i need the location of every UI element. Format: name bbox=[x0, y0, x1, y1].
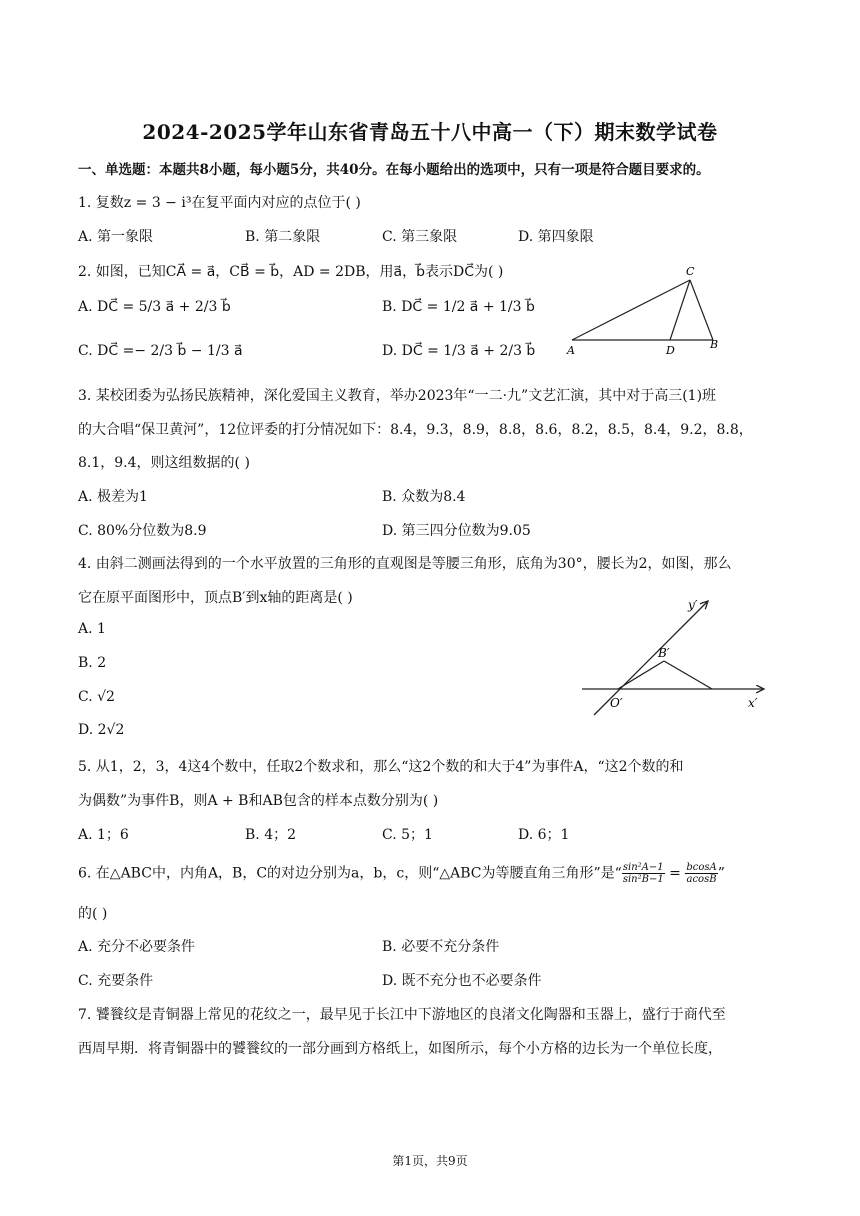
q3-line-3: 8.1，9.4，则这组数据的( ) bbox=[78, 455, 250, 471]
vertex-c-label: C bbox=[686, 265, 695, 278]
q4-option-a: A. 1 bbox=[78, 621, 106, 637]
q2-option-a: A. DC⃗ = 5/3 a⃗ + 2/3 b⃗ bbox=[78, 299, 231, 315]
q7-line-2: 西周早期．将青铜器中的饕餮纹的一部分画到方格纸上，如图所示，每个小方格的边长为一个单位长度， bbox=[78, 1041, 722, 1057]
origin-label: O′ bbox=[610, 696, 623, 710]
y-axis-label: y′ bbox=[688, 598, 698, 612]
q6-close-quote: ” bbox=[717, 865, 725, 882]
q4-option-b: B. 2 bbox=[78, 655, 107, 671]
q7-line-1: 7. 饕餮纹是青铜器上常见的花纹之一，最早见于长江中下游地区的良渚文化陶器和玉器上，盛行于商代至 bbox=[78, 1007, 726, 1023]
q6-option-b: B. 必要不充分条件 bbox=[382, 939, 500, 955]
q3-option-a: A. 极差为1 bbox=[78, 489, 148, 505]
q4-line-1: 4. 由斜二测画法得到的一个水平放置的三角形的直观图是等腰三角形，底角为30°，腰长为2，如图，那么 bbox=[78, 556, 732, 572]
q3-option-c: C. 80%分位数为8.9 bbox=[78, 523, 207, 539]
q6-fraction-left-den: sin²B−1 bbox=[622, 874, 664, 885]
q5-line-2: 为偶数”为事件B，则A + B和AB包含的样本点数分别为( ) bbox=[78, 793, 439, 809]
q3-line-1: 3. 某校团委为弘扬民族精神，深化爱国主义教育，举办2023年“一二·九”文艺汇演，其中对于高三(1)班 bbox=[78, 388, 717, 404]
q2-option-b: B. DC⃗ = 1/2 a⃗ + 1/3 b⃗ bbox=[382, 299, 535, 315]
q6-fraction-right-den: acosB bbox=[686, 874, 717, 885]
q6-line-1 bbox=[78, 862, 725, 885]
q6-option-d: D. 既不充分也不必要条件 bbox=[382, 973, 542, 989]
q2-stem: 2. 如图，已知CA⃗ = a⃗，CB⃗ = b⃗，AD = 2DB，用a⃗，b⃗表示DC⃗为( ) bbox=[78, 264, 504, 280]
oblique-axes-figure bbox=[578, 595, 773, 720]
q6-option-a: A. 充分不必要条件 bbox=[78, 939, 196, 955]
q1-stem: 1. 复数z = 3 − i³在复平面内对应的点位于( ) bbox=[78, 195, 361, 211]
section-heading: 一、单选题：本题共8小题，每小题5分，共40分。在每小题给出的选项中，只有一项是符合题目要求的。 bbox=[78, 162, 710, 178]
q6-option-c: C. 充要条件 bbox=[78, 973, 154, 989]
q6-fraction-left-num: sin²A−1 bbox=[622, 862, 664, 873]
q6-equals: = bbox=[669, 865, 681, 882]
q6-fraction-left bbox=[622, 862, 665, 885]
q1-option-c: C. 第三象限 bbox=[382, 229, 458, 245]
q3-option-d: D. 第三四分位数为9.05 bbox=[382, 523, 531, 539]
q5-line-1: 5. 从1，2，3，4这4个数中，任取2个数求和，那么“这2个数的和大于4”为事件A，“这2个数的和 bbox=[78, 759, 684, 775]
page-footer: 第1页，共9页 bbox=[392, 1154, 468, 1168]
q4-line-2: 它在原平面图形中，顶点B′到x轴的距离是( ) bbox=[78, 590, 353, 606]
q1-option-d: D. 第四象限 bbox=[518, 229, 594, 245]
vertex-d-label: D bbox=[666, 344, 675, 357]
q6-fraction-right-num: bcosA bbox=[686, 862, 717, 873]
q3-option-b: B. 众数为8.4 bbox=[382, 489, 466, 505]
q4-option-d: D. 2√2 bbox=[78, 722, 125, 738]
q3-line-2: 的大合唱“保卫黄河”，12位评委的打分情况如下：8.4，9.3，8.9，8.8，8.6，8.2，8.5，8.4，9.2，8.8， bbox=[78, 422, 753, 438]
triangle-figure bbox=[560, 262, 730, 362]
q1-option-a: A. 第一象限 bbox=[78, 229, 154, 245]
q6-line-2: 的( ) bbox=[78, 906, 108, 922]
vertex-b-label: B′ bbox=[658, 646, 670, 660]
q6-fraction-right bbox=[685, 862, 717, 885]
q5-option-c: C. 5；1 bbox=[382, 827, 433, 843]
vertex-a-label: A bbox=[567, 344, 575, 357]
q5-option-a: A. 1；6 bbox=[78, 827, 129, 843]
x-axis-label: x′ bbox=[748, 696, 758, 710]
q2-option-d: D. DC⃗ = 1/3 a⃗ + 2/3 b⃗ bbox=[382, 343, 536, 359]
q4-option-c: C. √2 bbox=[78, 689, 115, 705]
vertex-b-label: B bbox=[710, 338, 719, 351]
q1-option-b: B. 第二象限 bbox=[245, 229, 321, 245]
q2-option-c: C. DC⃗ =− 2/3 b⃗ − 1/3 a⃗ bbox=[78, 343, 243, 359]
page-title: 2024-2025学年山东省青岛五十八中高一（下）期末数学试卷 bbox=[142, 120, 718, 144]
q5-option-b: B. 4；2 bbox=[245, 827, 297, 843]
q5-option-d: D. 6；1 bbox=[518, 827, 570, 843]
q6-text: 6. 在△ABC中，内角A，B，C的对边分别为a，b，c，则“△ABC为等腰直角三角形”是“ bbox=[78, 865, 622, 882]
